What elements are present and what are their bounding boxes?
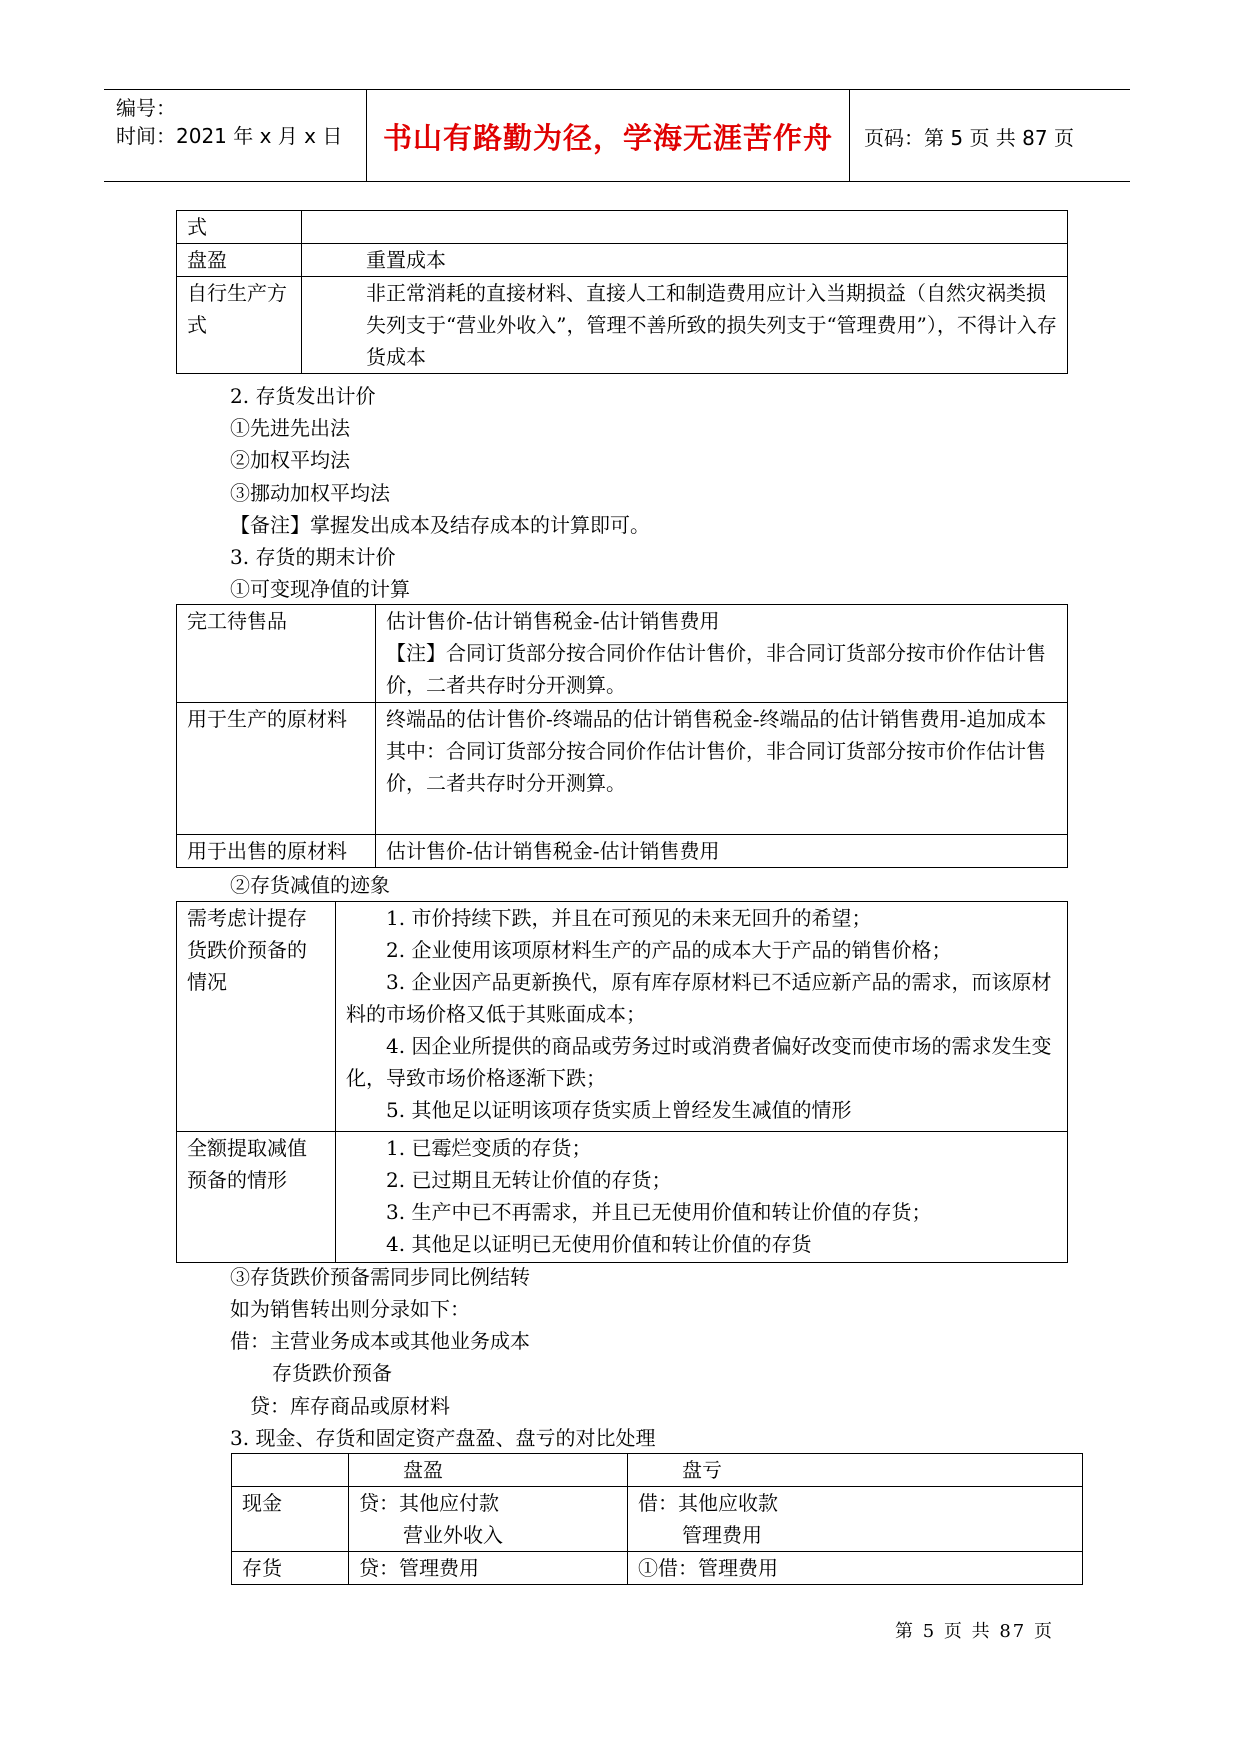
list-item: 3. 生产中已不再需求，并且已无使用价值和转让价值的存货； bbox=[386, 1200, 932, 1224]
header-meta bbox=[116, 94, 342, 150]
table-cell bbox=[336, 902, 1068, 1132]
section-heading: 3. 存货的期末计价 bbox=[230, 545, 396, 569]
table-cell: 完工待售品 bbox=[177, 605, 376, 703]
net-realizable-value-table bbox=[176, 604, 1068, 868]
list-item: ①先进先出法 bbox=[230, 416, 350, 440]
subsection-heading: ②存货减值的迹象 bbox=[230, 873, 390, 897]
header-page-number: 页码：第 5 页 共 87 页 bbox=[864, 126, 1074, 150]
subsection-heading: ①可变现净值的计算 bbox=[230, 577, 410, 601]
table-cell: 重置成本 bbox=[302, 244, 1068, 277]
table-cell: 贷：管理费用 bbox=[349, 1552, 628, 1585]
entry-line: 借：其他应收款 bbox=[638, 1491, 778, 1515]
note-text: 【备注】掌握发出成本及结存成本的计算即可。 bbox=[230, 513, 650, 537]
list-item: 3. 企业因产品更新换代，原有库存原材料已不适应新产品的需求，而该原材料的市场价格又低于其账面成本； bbox=[346, 970, 1052, 1026]
table-cell bbox=[628, 1487, 1083, 1552]
table-cell: 盘盈 bbox=[177, 244, 302, 277]
surplus-shortage-table bbox=[231, 1453, 1083, 1585]
table-cell: 需考虑计提存货跌价预备的情况 bbox=[177, 902, 336, 1132]
list-item: 2. 已过期且无转让价值的存货； bbox=[386, 1168, 672, 1192]
table-cell bbox=[376, 605, 1068, 703]
list-item: 2. 企业使用该项原材料生产的产品的成本大于产品的销售价格； bbox=[386, 938, 952, 962]
section-heading: 3. 现金、存货和固定资产盘盈、盘亏的对比处理 bbox=[230, 1426, 656, 1450]
cost-table bbox=[176, 210, 1068, 374]
formula-text: 终端品的估计售价-终端品的估计销售税金-终端品的估计销售费用-追加成本 bbox=[386, 707, 1047, 731]
body-text: 如为销售转出则分录如下： bbox=[230, 1297, 470, 1321]
subsection-heading: ③存货跌价预备需同步同比例结转 bbox=[230, 1265, 530, 1289]
journal-entry: 存货跌价预备 bbox=[272, 1361, 392, 1385]
entry-line: 营业外收入 bbox=[403, 1523, 503, 1547]
header-number: 编号： bbox=[116, 96, 176, 120]
table-cell bbox=[232, 1454, 349, 1487]
table-cell bbox=[302, 211, 1068, 244]
list-item: ②加权平均法 bbox=[230, 448, 350, 472]
header-divider bbox=[849, 90, 850, 181]
table-cell: 用于出售的原材料 bbox=[177, 835, 376, 868]
journal-entry: 贷：库存商品或原材料 bbox=[250, 1394, 450, 1418]
journal-entry: 借：主营业务成本或其他业务成本 bbox=[230, 1329, 530, 1353]
formula-text: 估计售价-估计销售税金-估计销售费用 bbox=[386, 609, 720, 633]
entry-line: 管理费用 bbox=[682, 1523, 762, 1547]
list-item: 4. 因企业所提供的商品或劳务过时或消费者偏好改变而使市场的需求发生变化，导致市场价格逐渐下跌； bbox=[346, 1034, 1052, 1090]
note-text: 【注】合同订货部分按合同价作估计售价，非合同订货部分按市价作估计售价，二者共存时分开测算。 bbox=[386, 641, 1046, 697]
table-header: 盘亏 bbox=[628, 1454, 1083, 1487]
table-cell: ①借：管理费用 bbox=[628, 1552, 1083, 1585]
table-cell: 存货 bbox=[232, 1552, 349, 1585]
table-cell bbox=[336, 1132, 1068, 1263]
list-item: ③挪动加权平均法 bbox=[230, 481, 390, 505]
list-item: 1. 市价持续下跌，并且在可预见的未来无回升的希望； bbox=[386, 906, 872, 930]
table-cell bbox=[376, 703, 1068, 835]
table-cell: 全额提取减值预备的情形 bbox=[177, 1132, 336, 1263]
entry-line: 贷：其他应付款 bbox=[359, 1491, 499, 1515]
table-cell: 估计售价-估计销售税金-估计销售费用 bbox=[376, 835, 1068, 868]
impairment-table bbox=[176, 901, 1068, 1263]
list-item: 4. 其他足以证明已无使用价值和转让价值的存货 bbox=[386, 1232, 812, 1256]
table-header: 盘盈 bbox=[349, 1454, 628, 1487]
note-text: 其中：合同订货部分按合同价作估计售价，非合同订货部分按市价作估计售价，二者共存时分开测算。 bbox=[386, 739, 1046, 795]
table-cell: 现金 bbox=[232, 1487, 349, 1552]
list-item: 5. 其他足以证明该项存货实质上曾经发生减值的情形 bbox=[386, 1098, 852, 1122]
header-motto: 书山有路勤为径，学海无涯苦作舟 bbox=[382, 121, 833, 155]
table-cell: 自行生产方式 bbox=[177, 277, 302, 374]
page-footer: 第 5 页 共 87 页 bbox=[895, 1621, 1054, 1642]
page-header bbox=[104, 89, 1130, 182]
header-time: 时间：2021 年 x 月 x 日 bbox=[116, 124, 343, 148]
table-cell bbox=[349, 1487, 628, 1552]
table-cell: 非正常消耗的直接材料、直接人工和制造费用应计入当期损益（自然灾祸类损失列支于“营业外收入”，管理不善所致的损失列支于“管理费用”），不得计入存货成本 bbox=[302, 277, 1068, 374]
section-heading: 2. 存货发出计价 bbox=[230, 384, 376, 408]
table-cell: 用于生产的原材料 bbox=[177, 703, 376, 835]
table-cell: 式 bbox=[177, 211, 302, 244]
list-item: 1. 已霉烂变质的存货； bbox=[386, 1136, 592, 1160]
